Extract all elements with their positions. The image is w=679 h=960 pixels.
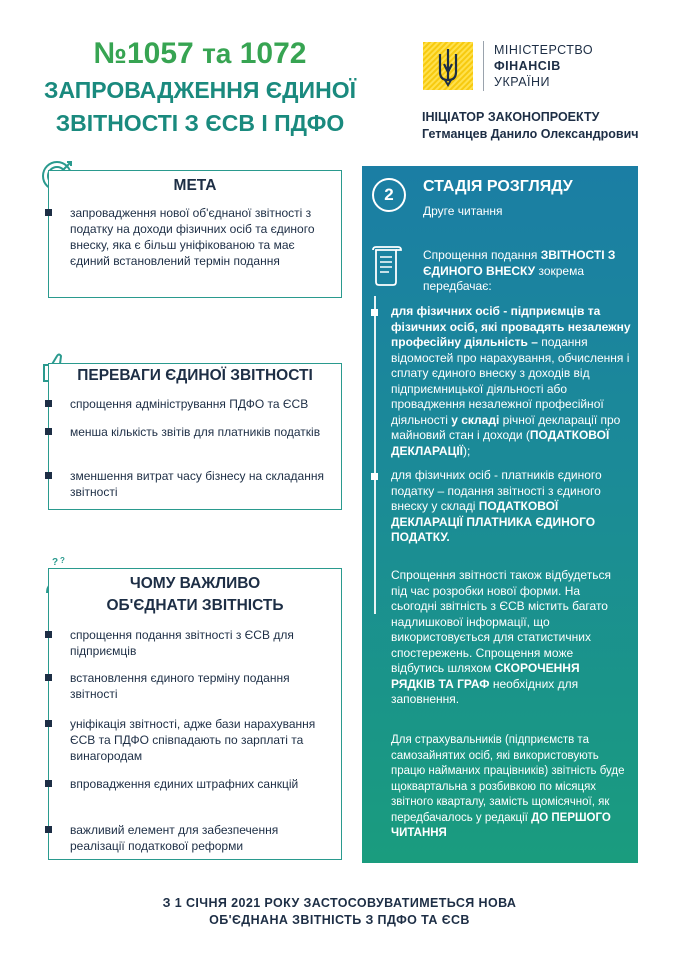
why-item-text: уніфікація звітності, адже бази нарахування ЄСВ та ПДФО співпадають по зарплаті та винагородам (70, 717, 316, 763)
stage-paragraph-3-text: Для страхувальників (підприємств та самозайнятих осіб, які використовують працю найманих працівників) звітність буде щоквартальна з розбивкою по місяцях звітного кварталу, замість щомісячної, як передбачалось у редакції (391, 734, 625, 824)
bullet-marker (45, 472, 52, 479)
list-item (49, 716, 333, 764)
title-line-1: ЗАПРОВАДЖЕННЯ ЄДИНОЇ (44, 77, 356, 103)
bullet-marker (45, 209, 52, 216)
bill-number-1057: №1057 (93, 37, 194, 70)
footer-note (0, 895, 679, 929)
footer-line-2: ОБ'ЄДНАНА ЗВІТНІСТЬ З ПДФО ТА ЄСВ (209, 913, 470, 927)
stage-subtitle: Друге читання (423, 204, 503, 218)
stage-item-2 (391, 468, 623, 546)
stage-item-1-bold-2: у складі (451, 412, 500, 427)
advantage-item-text: менша кількість звітів для платників податків (70, 425, 321, 439)
goal-box (48, 170, 342, 298)
stage-paragraph-2-tail: необхідних для заповнення. (391, 676, 579, 706)
list-item (49, 670, 333, 702)
why-box (48, 568, 342, 860)
stage-item-1-bold-3: ПОДАТКОВОЇ ДЕКЛАРАЦІЇ (391, 428, 610, 458)
ministry-line-3: УКРАЇНИ (494, 75, 551, 89)
bullet-marker (371, 309, 378, 316)
bullet-marker (45, 826, 52, 833)
footer-line-1: З 1 СІЧНЯ 2021 РОКУ ЗАСТОСОВУВАТИМЕТЬСЯ НОВА (162, 896, 517, 910)
goal-item-text: запровадження нової об'єднаної звітності з податку на доходи фізичних осіб та єдиного внеску, яка є більш уніфікованою та має єдиний встановлений термін подання (70, 206, 315, 268)
bill-number-1072: 1072 (239, 37, 307, 70)
list-item (49, 424, 333, 440)
bullet-marker (45, 631, 52, 638)
ministry-logo-block (423, 40, 593, 92)
stage-item-2-bold: ПОДАТКОВОЇ ДЕКЛАРАЦІЇ ПЛАТНИКА ЄДИНОГО ПОДАТКУ. (391, 499, 596, 544)
stage-item-1 (391, 304, 631, 459)
advantage-item-text: спрощення адміністрування ПДФО та ЄСВ (70, 397, 309, 411)
bullet-marker (45, 400, 52, 407)
stage-intro-bold: ЗВІТНОСТІ З ЄДИНОГО ВНЕСКУ (423, 248, 616, 278)
bill-numbers (20, 34, 380, 74)
page-title (20, 34, 380, 140)
stage-item-1-bold: для фізичних осіб - підприємців та фізичних осіб, які провадять незалежну професійну діяльність – (391, 304, 631, 349)
stage-paragraph-2 (391, 568, 627, 708)
goal-heading: МЕТА (173, 177, 217, 194)
why-heading-line-2: ОБ'ЄДНАТИ ЗВІТНІСТЬ (106, 597, 284, 614)
document-scroll-icon (370, 246, 404, 286)
bullet-marker (45, 780, 52, 787)
stage-intro-tail: зокрема передбачає: (423, 263, 585, 293)
ministry-line-1: МІНІСТЕРСТВО (494, 43, 594, 57)
stage-paragraph-2-text: Спрощення звітності також відбудеться під час розробки нової форми. На сьогодні звітність з ЄСВ містить багато надлишкової інформації, що використовується для статистичних спостережень. Спрощення може відбутись шляхом (391, 568, 611, 675)
stage-intro-text: Спрощення подання (423, 248, 541, 262)
stage-panel (362, 166, 638, 863)
stage-number-badge: 2 (372, 178, 406, 212)
ministry-line-2: ФІНАНСІВ (494, 59, 561, 73)
list-item (49, 776, 333, 792)
stage-paragraph-3-bold: ДО ПЕРШОГО ЧИТАННЯ (391, 811, 611, 839)
svg-text:?: ? (60, 556, 65, 565)
list-item (49, 205, 333, 269)
list-item (49, 627, 333, 659)
stage-item-1-tail: ); (463, 443, 471, 458)
list-item (49, 396, 333, 412)
bullet-marker (45, 674, 52, 681)
stage-item-2-text: для фізичних осіб - платників єдиного податку – подання звітності з єдиного внеску у складі (391, 468, 602, 513)
advantages-heading: ПЕРЕВАГИ ЄДИНОЇ ЗВІТНОСТІ (77, 367, 313, 384)
list-item (49, 468, 333, 500)
stage-paragraph-2-bold: СКОРОЧЕННЯ РЯДКІВ ТА ГРАФ (391, 661, 580, 691)
bullet-marker (45, 428, 52, 435)
svg-text:?: ? (52, 557, 59, 568)
advantages-box (48, 363, 342, 510)
why-item-text: важливий елемент для забезпечення реалізації податкової реформи (70, 823, 279, 853)
why-item-text: встановлення єдиного терміну подання звітності (70, 671, 290, 701)
bullet-marker (371, 473, 378, 480)
title-line-2: ЗВІТНОСТІ З ЄСВ І ПДФО (55, 110, 345, 136)
stage-timeline-line (374, 296, 376, 614)
initiator-label: ІНІЦІАТОР ЗАКОНОПРОЕКТУ (422, 110, 600, 124)
initiator-block (422, 109, 639, 143)
advantage-item-text: зменшення витрат часу бізнесу на складання звітності (70, 469, 324, 499)
stage-intro (423, 248, 623, 295)
list-item (49, 822, 333, 854)
ministry-name (494, 42, 593, 90)
stage-paragraph-3 (391, 733, 627, 842)
ministry-trident-logo (423, 42, 473, 90)
initiator-name: Гетманцев Данило Олександрович (422, 127, 639, 141)
ministry-separator (483, 41, 484, 91)
stage-item-1-text-2: річної декларації про майновий стан і доходи ( (391, 412, 621, 442)
why-heading-line-1: ЧОМУ ВАЖЛИВО (129, 575, 261, 592)
stage-item-1-text: подання відомостей про нарахування, обчислення і сплату єдиного внеску з доходів від підприємницької діяльності або провадження незалежної професійної діяльності (391, 335, 630, 427)
bill-number-conjunction: та (202, 38, 232, 69)
why-item-text: спрощення подання звітності з ЄСВ для підприємців (70, 628, 294, 658)
stage-title: СТАДІЯ РОЗГЛЯДУ (423, 178, 573, 195)
why-item-text: впровадження єдиних штрафних санкцій (70, 777, 299, 791)
bullet-marker (45, 720, 52, 727)
